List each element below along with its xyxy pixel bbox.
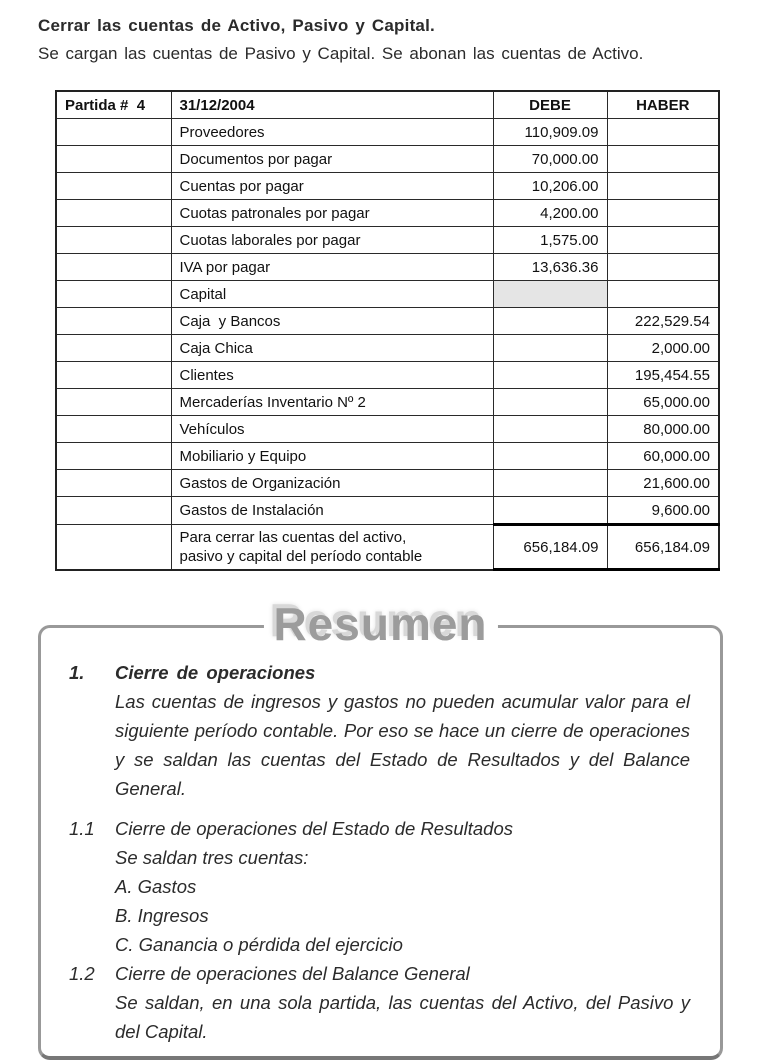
account-cell: Mercaderías Inventario Nº 2 (171, 389, 493, 416)
partida-cell (56, 416, 171, 443)
table-row (56, 308, 719, 335)
item-content (115, 959, 690, 1046)
item-heading: Cierre de operaciones del Balance General (115, 963, 470, 984)
debe-cell (493, 335, 607, 362)
journal-entry-table (55, 90, 720, 571)
account-cell: Caja y Bancos (171, 308, 493, 335)
debe-cell: 656,184.09 (493, 525, 607, 570)
partida-cell (56, 389, 171, 416)
resumen-item (69, 814, 690, 959)
table-row (56, 389, 719, 416)
item-content (115, 658, 690, 803)
haber-cell: 222,529.54 (607, 308, 719, 335)
resumen-item (69, 658, 690, 803)
account-cell: Cuentas por pagar (171, 173, 493, 200)
debe-cell (493, 362, 607, 389)
debe-cell (493, 443, 607, 470)
haber-cell (607, 173, 719, 200)
table-row (56, 200, 719, 227)
table-row (56, 335, 719, 362)
item-number: 1. (69, 662, 85, 683)
table-row (56, 227, 719, 254)
resumen-heading: Resumen (263, 599, 497, 650)
table-header-row (56, 91, 719, 119)
table-row (56, 173, 719, 200)
item-line: Se saldan tres cuentas: (115, 847, 309, 868)
haber-cell: 195,454.55 (607, 362, 719, 389)
debe-cell (493, 389, 607, 416)
partida-cell (56, 119, 171, 146)
item-heading: Cierre de operaciones del Estado de Resultados (115, 818, 513, 839)
debe-cell (493, 497, 607, 525)
item-line: A. Gastos (115, 876, 197, 897)
debe-cell (493, 281, 607, 308)
item-line: C. Ganancia o pérdida del ejercicio (115, 934, 403, 955)
account-cell: Gastos de Instalación (171, 497, 493, 525)
total-description: Para cerrar las cuentas del activo, pasivo y capital del período contable (179, 528, 423, 565)
debe-cell (493, 470, 607, 497)
debe-cell: 110,909.09 (493, 119, 607, 146)
resumen-item (69, 959, 690, 1046)
account-cell (171, 525, 493, 570)
resumen-items (69, 658, 690, 1046)
debe-cell (493, 308, 607, 335)
item-heading: Cierre de operaciones (115, 662, 316, 683)
table-row (56, 416, 719, 443)
item-content (115, 814, 690, 959)
partida-cell (56, 308, 171, 335)
account-cell: Caja Chica (171, 335, 493, 362)
table-row (56, 119, 719, 146)
partida-cell (56, 146, 171, 173)
debe-cell: 70,000.00 (493, 146, 607, 173)
haber-cell (607, 254, 719, 281)
item-line: B. Ingresos (115, 905, 209, 926)
item-body: Se saldan, en una sola partida, las cuentas del Activo, del Pasivo y del Capital. (115, 992, 690, 1042)
debe-cell: 4,200.00 (493, 200, 607, 227)
table-row (56, 362, 719, 389)
account-cell: Gastos de Organización (171, 470, 493, 497)
partida-cell (56, 281, 171, 308)
haber-cell: 60,000.00 (607, 443, 719, 470)
partida-cell (56, 443, 171, 470)
item-number: 1.1 (69, 818, 95, 839)
haber-cell (607, 227, 719, 254)
debe-cell: 10,206.00 (493, 173, 607, 200)
partida-cell (56, 254, 171, 281)
page-subtitle: Se cargan las cuentas de Pasivo y Capital. Se abonan las cuentas de Activo. (38, 44, 644, 63)
account-cell: Documentos por pagar (171, 146, 493, 173)
account-cell: Proveedores (171, 119, 493, 146)
table-row (56, 443, 719, 470)
haber-cell: 2,000.00 (607, 335, 719, 362)
table-row (56, 146, 719, 173)
table-row (56, 470, 719, 497)
haber-cell (607, 281, 719, 308)
account-cell: Mobiliario y Equipo (171, 443, 493, 470)
haber-cell: 65,000.00 (607, 389, 719, 416)
debe-cell (493, 416, 607, 443)
account-cell: IVA por pagar (171, 254, 493, 281)
partida-cell (56, 335, 171, 362)
partida-cell (56, 362, 171, 389)
haber-cell (607, 146, 719, 173)
debe-cell: 1,575.00 (493, 227, 607, 254)
haber-cell: 80,000.00 (607, 416, 719, 443)
partida-cell (56, 470, 171, 497)
account-cell: Cuotas patronales por pagar (171, 200, 493, 227)
col-header-fecha: 31/12/2004 (171, 91, 493, 119)
table-row (56, 254, 719, 281)
col-header-partida: Partida # 4 (56, 91, 171, 119)
partida-cell (56, 497, 171, 525)
haber-cell (607, 119, 719, 146)
debe-cell: 13,636.36 (493, 254, 607, 281)
col-header-haber: HABER (607, 91, 719, 119)
partida-cell (56, 200, 171, 227)
partida-cell (56, 525, 171, 570)
account-cell: Capital (171, 281, 493, 308)
partida-cell (56, 173, 171, 200)
col-header-debe: DEBE (493, 91, 607, 119)
resumen-box (38, 598, 723, 1060)
account-cell: Vehículos (171, 416, 493, 443)
haber-cell (607, 200, 719, 227)
item-number: 1.2 (69, 963, 95, 984)
haber-cell: 9,600.00 (607, 497, 719, 525)
haber-cell: 21,600.00 (607, 470, 719, 497)
table-row (56, 281, 719, 308)
partida-cell (56, 227, 171, 254)
table-row (56, 497, 719, 525)
haber-cell: 656,184.09 (607, 525, 719, 570)
account-cell: Clientes (171, 362, 493, 389)
account-cell: Cuotas laborales por pagar (171, 227, 493, 254)
page-title: Cerrar las cuentas de Activo, Pasivo y Capital. (38, 16, 435, 35)
total-row (56, 525, 719, 570)
item-body: Las cuentas de ingresos y gastos no pueden acumular valor para el siguiente período contable. Por eso se hace un cierre de operaciones y se saldan las cuentas del Estado de Resultados y del Balance General. (115, 691, 690, 799)
